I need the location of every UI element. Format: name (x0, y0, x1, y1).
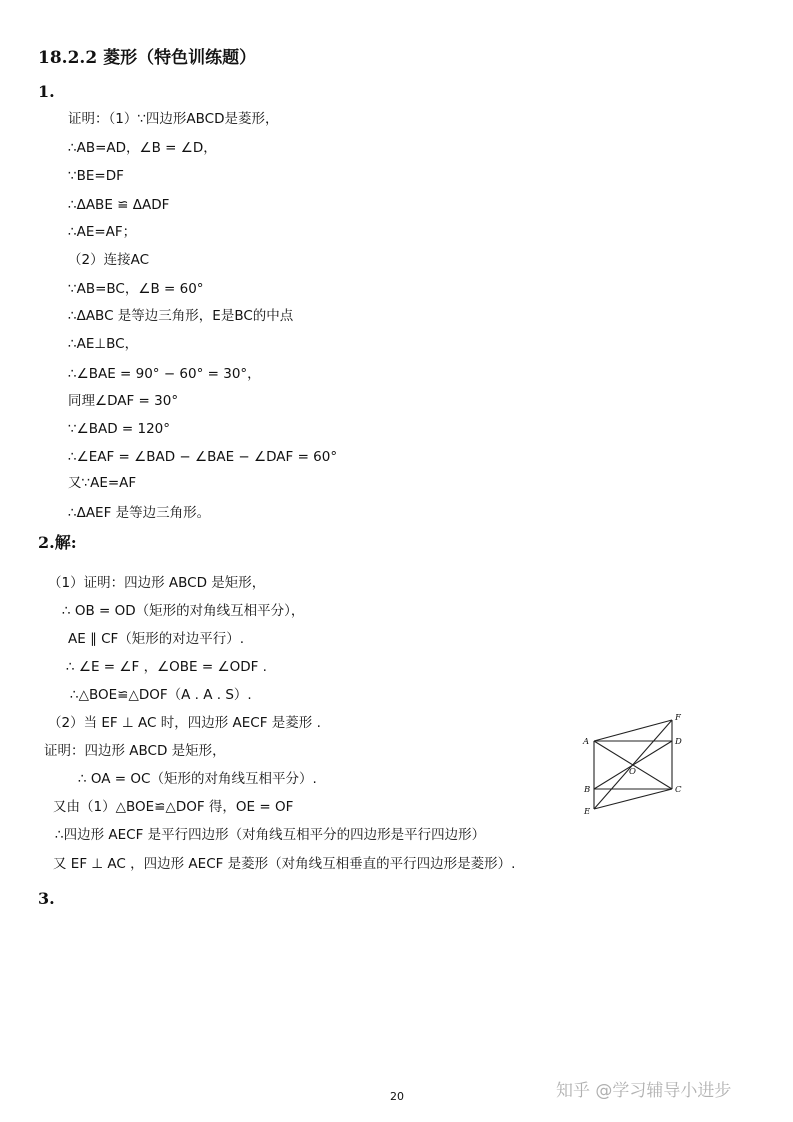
q1-line-12: ∵∠BAD = 120° (68, 421, 170, 437)
q2-line-2: ∴ OB = OD（矩形的对角线互相平分）， (62, 603, 305, 619)
question-3-number: 3. (38, 889, 55, 908)
diagonal-ef (594, 720, 672, 809)
q1-line-1: 证明：（1）∵四边形ABCD是菱形， (68, 111, 279, 127)
q1-line-5: ∴AE=AF； (68, 224, 137, 240)
label-c: C (675, 785, 682, 795)
rectangle-rhombus-figure (578, 708, 708, 823)
question-1-number: 1. (38, 82, 55, 101)
watermark: 知乎 @学习辅导小进步 (556, 1081, 732, 1101)
label-e: E (584, 807, 591, 817)
label-o: O (629, 767, 636, 777)
q2-line-8: ∴ OA = OC（矩形的对角线互相平分）. (78, 771, 317, 787)
q1-line-6: （2）连接AC (68, 252, 150, 268)
q2-line-4: ∴ ∠E = ∠F ，∠OBE = ∠ODF . (66, 659, 267, 675)
q2-line-7: 证明：四边形 ABCD 是矩形， (44, 743, 226, 759)
q2-line-11: 又 EF ⊥ AC ，四边形 AECF 是菱形（对角线互相垂直的平行四边形是菱形）. (53, 856, 516, 872)
label-f: F (675, 713, 681, 723)
q2-line-5: ∴△BOE≌△DOF（A . A . S）. (70, 687, 252, 703)
q1-line-7: ∵AB=BC，∠B = 60° (68, 281, 204, 297)
q1-line-13: ∴∠EAF = ∠BAD − ∠BAE − ∠DAF = 60° (68, 449, 338, 465)
label-b: B (584, 785, 591, 795)
q1-line-2: ∴AB=AD，∠B = ∠D， (68, 140, 217, 156)
side-af (594, 720, 672, 741)
q1-line-10: ∴∠BAE = 90° − 60° = 30°， (68, 366, 261, 382)
q1-line-11: 同理∠DAF = 30° (68, 393, 179, 409)
q1-line-15: ∴ΔAEF 是等边三角形。 (68, 505, 211, 521)
label-d: D (675, 737, 682, 747)
q1-line-4: ∴ΔABE ≌ ΔADF (68, 197, 170, 213)
q1-line-14: 又∵AE=AF (68, 475, 137, 491)
q1-line-8: ∴ΔABC 是等边三角形，E是BC的中点 (68, 308, 294, 324)
q2-line-1: （1）证明：四边形 ABCD 是矩形， (48, 575, 266, 591)
label-a: A (583, 737, 590, 747)
q2-line-9: 又由（1）△BOE≌△DOF 得，OE = OF (53, 799, 294, 815)
side-ec (594, 789, 672, 809)
question-2-number: 2.解: (38, 533, 77, 552)
q2-line-10: ∴四边形 AECF 是平行四边形（对角线互相平分的四边形是平行四边形） (55, 827, 486, 843)
page-number: 20 (390, 1090, 404, 1103)
q1-line-3: ∵BE=DF (68, 168, 124, 184)
q2-line-3: AE ∥ CF（矩形的对边平行）. (68, 631, 245, 647)
q2-line-6: （2）当 EF ⊥ AC 时，四边形 AECF 是菱形 . (48, 715, 321, 731)
page-title: 18.2.2 菱形（特色训练题） (38, 48, 257, 68)
q1-line-9: ∴AE⊥BC， (68, 336, 139, 352)
